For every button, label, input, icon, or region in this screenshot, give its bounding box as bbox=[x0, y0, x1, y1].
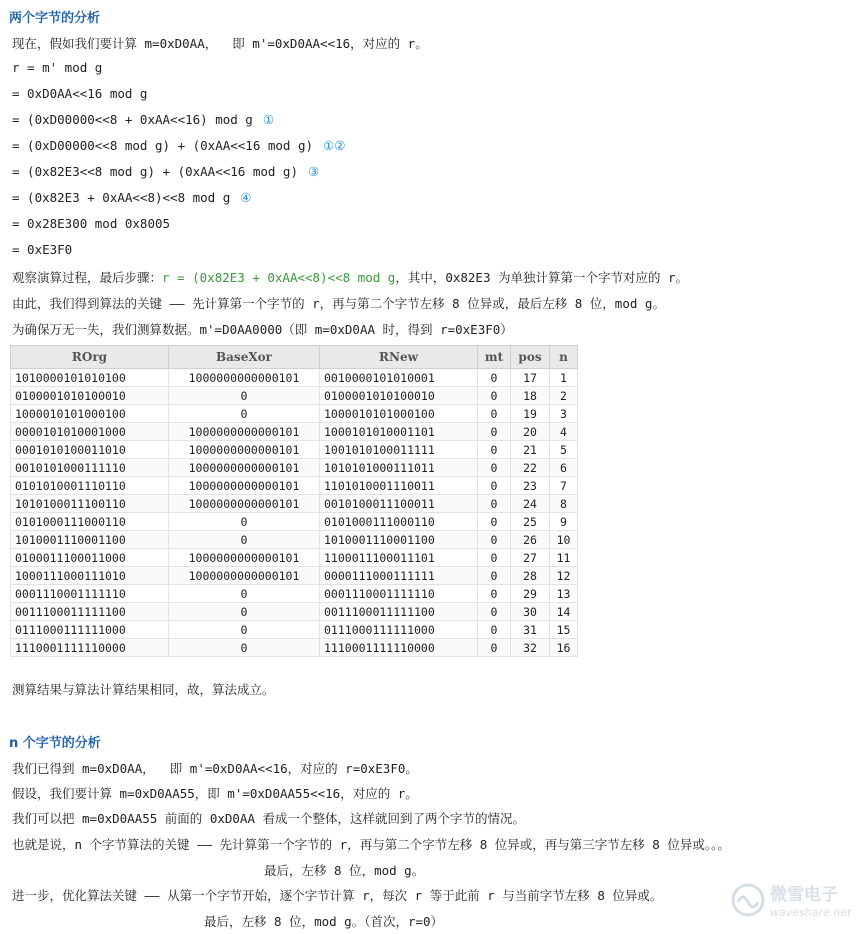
cell-basexor: 0 bbox=[169, 513, 320, 531]
cell-n: 14 bbox=[550, 603, 578, 621]
paragraph-line: 最后，左移 8 位，mod g。 bbox=[264, 863, 425, 878]
paragraph-line: 我们可以把 m=0xD0AA55 前面的 0xD0AA 看成一个整体，这样就回到了两个字节的情况。 bbox=[12, 811, 526, 826]
cell-mt: 0 bbox=[478, 423, 511, 441]
cell-pos: 27 bbox=[511, 549, 550, 567]
cell-rnew: 0100001010100010 bbox=[320, 387, 478, 405]
cell-rnew: 1000101010001101 bbox=[320, 423, 478, 441]
circled-number-mark: ① bbox=[262, 112, 275, 127]
cell-mt: 0 bbox=[478, 495, 511, 513]
cell-n: 5 bbox=[550, 441, 578, 459]
cell-basexor: 0 bbox=[169, 585, 320, 603]
equation-text: = (0x82E3 + 0xAA<<8)<<8 mod g bbox=[12, 190, 231, 205]
cell-n: 2 bbox=[550, 387, 578, 405]
cell-basexor: 1000000000000101 bbox=[169, 441, 320, 459]
cell-mt: 0 bbox=[478, 567, 511, 585]
cell-rnew: 1100011100011101 bbox=[320, 549, 478, 567]
table-row bbox=[11, 441, 578, 459]
cell-rorg: 1010100011100110 bbox=[11, 495, 169, 513]
table-row bbox=[11, 495, 578, 513]
section-title-two-bytes: 两个字节的分析 bbox=[9, 11, 101, 26]
column-header-rnew: RNew bbox=[320, 346, 478, 369]
cell-rnew: 0000111000111111 bbox=[320, 567, 478, 585]
equation-line bbox=[12, 138, 345, 153]
cell-pos: 18 bbox=[511, 387, 550, 405]
table-row bbox=[11, 423, 578, 441]
cell-rorg: 0111000111111000 bbox=[11, 621, 169, 639]
equation-text: = 0x28E300 mod 0x8005 bbox=[12, 216, 171, 231]
cell-basexor: 1000000000000101 bbox=[169, 567, 320, 585]
cell-rorg: 0000101010001000 bbox=[11, 423, 169, 441]
cell-basexor: 0 bbox=[169, 621, 320, 639]
column-header-mt: mt bbox=[478, 346, 511, 369]
table-row bbox=[11, 549, 578, 567]
cell-mt: 0 bbox=[478, 639, 511, 657]
cell-rnew: 1010101000111011 bbox=[320, 459, 478, 477]
table-row bbox=[11, 405, 578, 423]
cell-n: 3 bbox=[550, 405, 578, 423]
cell-rorg: 1010001110001100 bbox=[11, 531, 169, 549]
table-row bbox=[11, 387, 578, 405]
cell-pos: 17 bbox=[511, 369, 550, 387]
observation-text bbox=[12, 268, 688, 286]
paragraph-line: 我们已得到 m=0xD0AA， 即 m'=0xD0AA<<16，对应的 r=0xE3F0。 bbox=[12, 761, 418, 776]
verification-text: 为确保万无一失，我们测算数据。m'=D0AA0000（即 m=0xD0AA 时，得到 r=0xE3F0） bbox=[12, 322, 513, 337]
cell-mt: 0 bbox=[478, 477, 511, 495]
cell-mt: 0 bbox=[478, 513, 511, 531]
cell-basexor: 1000000000000101 bbox=[169, 549, 320, 567]
cell-basexor: 0 bbox=[169, 387, 320, 405]
cell-pos: 21 bbox=[511, 441, 550, 459]
cell-rnew: 0010100011100011 bbox=[320, 495, 478, 513]
observation-prefix: 观察演算过程，最后步骤： bbox=[12, 270, 163, 285]
cell-n: 13 bbox=[550, 585, 578, 603]
equation-line bbox=[12, 86, 147, 101]
cell-rnew: 1010001110001100 bbox=[320, 531, 478, 549]
cell-pos: 25 bbox=[511, 513, 550, 531]
cell-n: 1 bbox=[550, 369, 578, 387]
paragraph-line: 也就是说，n 个字节算法的关键 —— 先计算第一个字节的 r，再与第二个字节左移 8 位异或，再与第三字节左移 8 位异或。。。 bbox=[12, 837, 730, 852]
cell-basexor: 1000000000000101 bbox=[169, 369, 320, 387]
table-row bbox=[11, 621, 578, 639]
column-header-basexor: BaseXor bbox=[169, 346, 320, 369]
cell-rnew: 1101010001110011 bbox=[320, 477, 478, 495]
cell-basexor: 0 bbox=[169, 603, 320, 621]
equation-line bbox=[12, 164, 319, 179]
table-row bbox=[11, 459, 578, 477]
cell-rnew: 0111000111111000 bbox=[320, 621, 478, 639]
cell-n: 7 bbox=[550, 477, 578, 495]
cell-n: 12 bbox=[550, 567, 578, 585]
cell-n: 16 bbox=[550, 639, 578, 657]
cell-mt: 0 bbox=[478, 585, 511, 603]
cell-pos: 24 bbox=[511, 495, 550, 513]
cell-rorg: 0101010001110110 bbox=[11, 477, 169, 495]
cell-rorg: 0101000111000110 bbox=[11, 513, 169, 531]
cell-basexor: 0 bbox=[169, 531, 320, 549]
cell-rnew: 1001010100011111 bbox=[320, 441, 478, 459]
equation-text: = 0xD0AA<<16 mod g bbox=[12, 86, 148, 101]
cell-rorg: 0011100011111100 bbox=[11, 603, 169, 621]
cell-n: 11 bbox=[550, 549, 578, 567]
cell-rorg: 1010000101010100 bbox=[11, 369, 169, 387]
cell-mt: 0 bbox=[478, 549, 511, 567]
cell-n: 10 bbox=[550, 531, 578, 549]
table-row bbox=[11, 585, 578, 603]
cell-rnew: 1000010101000100 bbox=[320, 405, 478, 423]
cell-rorg: 1000010101000100 bbox=[11, 405, 169, 423]
cell-pos: 29 bbox=[511, 585, 550, 603]
cell-rorg: 1110001111110000 bbox=[11, 639, 169, 657]
cell-rnew: 0010000101010001 bbox=[320, 369, 478, 387]
watermark-brand: 微雪电子 bbox=[770, 885, 838, 905]
cell-mt: 0 bbox=[478, 405, 511, 423]
equation-line bbox=[12, 242, 72, 257]
table-row bbox=[11, 477, 578, 495]
cell-pos: 22 bbox=[511, 459, 550, 477]
equation-line bbox=[12, 216, 170, 231]
cell-rorg: 0010101000111110 bbox=[11, 459, 169, 477]
cell-pos: 28 bbox=[511, 567, 550, 585]
result-text: 测算结果与算法计算结果相同，故，算法成立。 bbox=[12, 682, 275, 697]
cell-basexor: 1000000000000101 bbox=[169, 495, 320, 513]
cell-n: 4 bbox=[550, 423, 578, 441]
cell-pos: 31 bbox=[511, 621, 550, 639]
circled-number-mark: ③ bbox=[307, 164, 320, 179]
cell-basexor: 1000000000000101 bbox=[169, 459, 320, 477]
paragraph-line: 最后，左移 8 位，mod g。（首次，r=0） bbox=[204, 914, 444, 929]
table-row bbox=[11, 639, 578, 657]
cell-rnew: 0101000111000110 bbox=[320, 513, 478, 531]
table-header-row bbox=[11, 346, 578, 369]
waveshare-watermark-logo bbox=[730, 876, 860, 924]
equation-text: = (0x82E3<<8 mod g) + (0xAA<<16 mod g) bbox=[12, 164, 298, 179]
table-row bbox=[11, 369, 578, 387]
table-row bbox=[11, 531, 578, 549]
equation-line bbox=[12, 190, 251, 205]
cell-rorg: 0100001010100010 bbox=[11, 387, 169, 405]
intro-text: 现在，假如我们要计算 m=0xD0AA， 即 m'=0xD0AA<<16，对应的 r。 bbox=[12, 36, 428, 51]
cell-rnew: 1110001111110000 bbox=[320, 639, 478, 657]
cell-n: 8 bbox=[550, 495, 578, 513]
highlighted-formula: r = (0x82E3 + 0xAA<<8)<<8 mod g bbox=[162, 270, 396, 285]
equation-text: = (0xD00000<<8 mod g) + (0xAA<<16 mod g) bbox=[12, 138, 314, 153]
cell-rorg: 0100011100011000 bbox=[11, 549, 169, 567]
cell-pos: 20 bbox=[511, 423, 550, 441]
equation-line bbox=[12, 112, 274, 127]
cell-mt: 0 bbox=[478, 603, 511, 621]
cell-rorg: 0001010100011010 bbox=[11, 441, 169, 459]
cell-mt: 0 bbox=[478, 531, 511, 549]
cell-pos: 30 bbox=[511, 603, 550, 621]
equation-text: r = m' mod g bbox=[12, 60, 103, 75]
table-row bbox=[11, 513, 578, 531]
section-title-n-bytes: n 个字节的分析 bbox=[9, 736, 101, 751]
cell-pos: 23 bbox=[511, 477, 550, 495]
cell-rorg: 0001110001111110 bbox=[11, 585, 169, 603]
column-header-rorg: ROrg bbox=[11, 346, 169, 369]
observation-suffix: ，其中，0x82E3 为单独计算第一个字节对应的 r。 bbox=[395, 270, 689, 285]
circled-number-mark: ④ bbox=[240, 190, 252, 205]
table-row bbox=[11, 567, 578, 585]
cell-mt: 0 bbox=[478, 369, 511, 387]
column-header-n: n bbox=[550, 346, 578, 369]
circled-number-mark: ①② bbox=[323, 138, 346, 153]
paragraph-line: 进一步，优化算法关键 —— 从第一个字节开始，逐个字节计算 r，每次 r 等于此前 r 与当前字节左移 8 位异或。 bbox=[12, 888, 663, 903]
cell-pos: 26 bbox=[511, 531, 550, 549]
cell-mt: 0 bbox=[478, 621, 511, 639]
cell-rorg: 1000111000111010 bbox=[11, 567, 169, 585]
verification-table bbox=[10, 345, 578, 657]
algorithm-key-text: 由此，我们得到算法的关键 —— 先计算第一个字节的 r，再与第二个字节左移 8 位异或，最后左移 8 位，mod g。 bbox=[12, 296, 665, 311]
cell-mt: 0 bbox=[478, 459, 511, 477]
cell-basexor: 0 bbox=[169, 405, 320, 423]
equation-line bbox=[12, 60, 102, 75]
logo-wave-icon bbox=[738, 897, 758, 907]
cell-pos: 19 bbox=[511, 405, 550, 423]
cell-mt: 0 bbox=[478, 441, 511, 459]
cell-rnew: 0001110001111110 bbox=[320, 585, 478, 603]
equation-text: = (0xD00000<<8 + 0xAA<<16) mod g bbox=[12, 112, 253, 127]
cell-basexor: 0 bbox=[169, 639, 320, 657]
cell-basexor: 1000000000000101 bbox=[169, 477, 320, 495]
cell-mt: 0 bbox=[478, 387, 511, 405]
cell-pos: 32 bbox=[511, 639, 550, 657]
cell-n: 15 bbox=[550, 621, 578, 639]
table-row bbox=[11, 603, 578, 621]
equation-text: = 0xE3F0 bbox=[12, 242, 73, 257]
cell-basexor: 1000000000000101 bbox=[169, 423, 320, 441]
table-body bbox=[11, 369, 578, 657]
paragraph-line: 假设，我们要计算 m=0xD0AA55，即 m'=0xD0AA55<<16，对应的 r。 bbox=[12, 786, 418, 801]
cell-rnew: 0011100011111100 bbox=[320, 603, 478, 621]
watermark-url: waveshare.net bbox=[770, 906, 852, 919]
cell-n: 9 bbox=[550, 513, 578, 531]
cell-n: 6 bbox=[550, 459, 578, 477]
column-header-pos: pos bbox=[511, 346, 550, 369]
